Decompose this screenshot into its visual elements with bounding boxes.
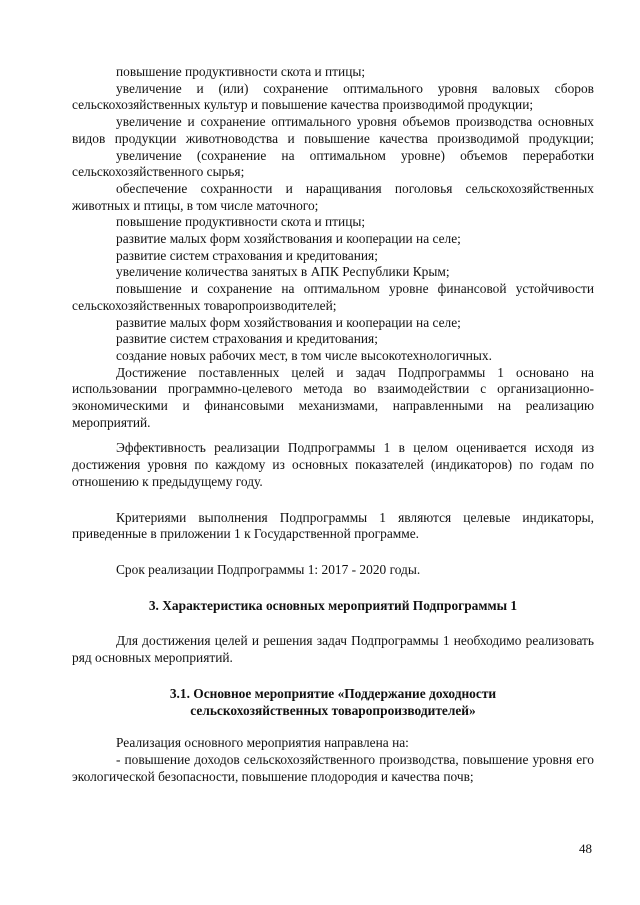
list-item: увеличение и (или) сохранение оптимального уровня валовых сборов сельскохозяйственных культур и повышение качества производимой продукции; (72, 80, 594, 113)
realization-paragraph: Реализация основного мероприятия направлена на: (116, 735, 409, 751)
subsection-heading-line2: сельскохозяйственных товаропроизводителей» (190, 702, 476, 718)
subsection-heading-line1: 3.1. Основное мероприятие «Поддержание доходности (169, 685, 497, 701)
list-item: развитие малых форм хозяйствования и кооперации на селе; (116, 231, 461, 247)
list-item: увеличение количества занятых в АПК Республики Крым; (116, 264, 450, 280)
list-item: развитие систем страхования и кредитования; (116, 331, 378, 347)
page-content (72, 64, 594, 785)
list-item: увеличение и сохранение оптимального уровня объемов производства основных видов продукции животноводства и повышение качества производимой продукции; (72, 114, 594, 146)
achievement-paragraph: Достижение поставленных целей и задач Подпрограммы 1 основано на использовании программно-целевого метода во взаимодействии с организационно-экономическими и финансовыми механизмами, направленными на реализацию мероприятий. (72, 364, 594, 430)
income-paragraph: - повышение доходов сельскохозяйственного производства, повышение уровня его экологической безопасности, повышение плодородия и качества почв; (72, 751, 594, 784)
list-item: повышение и сохранение на оптимальном уровне финансовой устойчивости сельскохозяйственных товаропроизводителей; (72, 281, 594, 313)
list-item: повышение продуктивности скота и птицы; (116, 214, 366, 230)
page-number: 48 (579, 841, 592, 856)
list-item: увеличение (сохранение на оптимальном уровне) объемов переработки сельскохозяйственного сырья; (72, 147, 594, 180)
measures-intro-paragraph: Для достижения целей и решения задач Подпрограммы 1 необходимо реализовать ряд основных мероприятий. (72, 633, 594, 666)
list-item: создание новых рабочих мест, в том числе высокотехнологичных. (116, 347, 492, 363)
effectiveness-paragraph: Эффективность реализации Подпрограммы 1 в целом оценивается исходя из достижения уровня по каждому из основных показателей (индикаторов) по годам по отношению к предыдущему году. (72, 440, 594, 489)
criteria-paragraph: Критериями выполнения Подпрограммы 1 являются целевые индикаторы, приведенные в приложении 1 к Государственной программе. (72, 509, 594, 542)
term-paragraph: Срок реализации Подпрограммы 1: 2017 - 2020 годы. (116, 561, 421, 577)
section-heading: 3. Характеристика основных мероприятий Подпрограммы 1 (148, 597, 518, 613)
subsection-heading (72, 686, 594, 719)
list-item: развитие малых форм хозяйствования и кооперации на селе; (116, 314, 461, 330)
list-item: развитие систем страхования и кредитования; (116, 247, 378, 263)
list-item: обеспечение сохранности и наращивания поголовья сельскохозяйственных животных и птицы, в том числе маточного; (72, 180, 594, 213)
list-item: повышение продуктивности скота и птицы; (116, 64, 366, 79)
